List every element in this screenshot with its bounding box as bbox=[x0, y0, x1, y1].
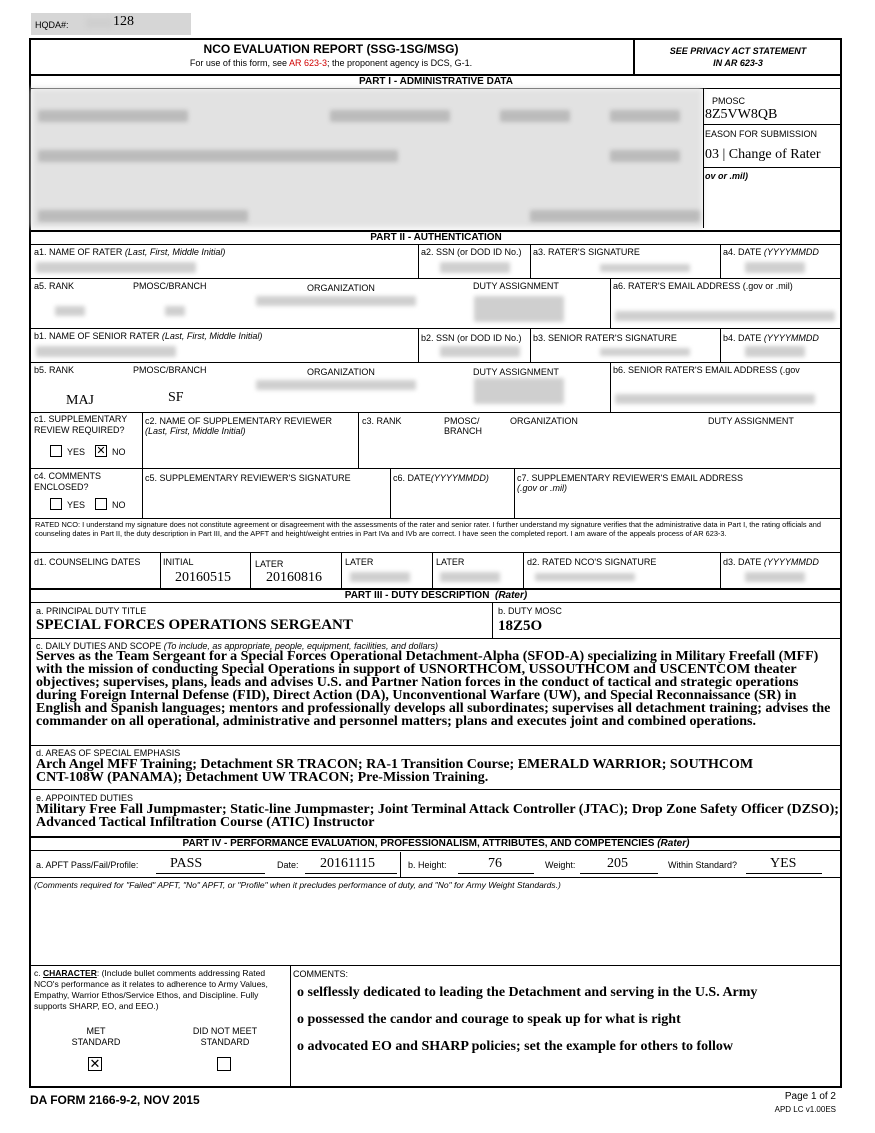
weight-value: 205 bbox=[607, 856, 628, 871]
met-standard-label: MET STANDARD bbox=[71, 1026, 121, 1047]
principal-duty-label: a. PRINCIPAL DUTY TITLE bbox=[36, 606, 147, 616]
apft-date-label: Date: bbox=[277, 860, 299, 870]
b6-label: b6. SENIOR RATER'S EMAIL ADDRESS (.gov bbox=[613, 365, 800, 375]
c4-label: c4. COMMENTS ENCLOSED? bbox=[34, 471, 102, 492]
b5-org-label: ORGANIZATION bbox=[307, 367, 375, 377]
a5-label: a5. RANK bbox=[34, 281, 75, 291]
character-description: c. CHARACTER: (Include bullet comments addressing Rated NCO's performance as it relates to adherence to Army Values, Empathy, Warrior Ethos/Service Ethos, and Discipline. Fully supports SHARP, EO, and EEO.) bbox=[34, 968, 268, 1011]
later1-label: LATER bbox=[255, 559, 284, 569]
standard-value: YES bbox=[770, 856, 797, 871]
d3-label: d3. DATE (YYYYMMDD bbox=[723, 557, 819, 567]
rated-nco-statement: RATED NCO: I understand my signature does not constitute agreement or disagreement with the assessments of the rater and senior rater. I further understand my signature verifies that the administrative data in Part I, the rating officials and counseling dates in Part II, the duty description in Part III, and the APFT and height/weight entries in Part IVa and IVb are correct. I have seen the completed report. I am aware of the appeals process of AR 623-3. bbox=[35, 520, 821, 538]
duty-mosc-value: 18Z5O bbox=[498, 618, 543, 634]
b5-label: b5. RANK bbox=[34, 365, 75, 375]
c4-yes-checkbox[interactable] bbox=[50, 498, 62, 510]
b5-duty-label: DUTY ASSIGNMENT bbox=[473, 367, 559, 377]
c1-no-label: NO bbox=[112, 447, 126, 457]
c1-yes-label: YES bbox=[67, 447, 86, 457]
did-not-meet-checkbox[interactable] bbox=[217, 1057, 231, 1071]
daily-duties-label: c. DAILY DUTIES AND SCOPE (To include, as appropriate, people, equipment, facilities, and dollars) bbox=[36, 641, 439, 651]
c3-org-label: ORGANIZATION bbox=[510, 416, 578, 426]
comment-bullet-1: o selflessly dedicated to leading the Detachment and serving in the U.S. Army bbox=[297, 985, 758, 1000]
daily-duties-text: Serves as the Team Sergeant for a Special Forces Operational Detachment-Alpha (SFOD-A) specializing in Military Freefall (MFF) with the mission of conducting Special Operations in support of USNORTHCOM, USSOUTHCOM and USCENTCOM theater objectives; supervises, plans, leads and advises U.S. and Partner Nation forces in the conduct of tactical and strategic operations during Foreign Internal Defense (FID), Direct Action (DA), Unconventional Warfare (UW), and Special Reconnaissance (SR) in English and Spanish languages; mentors and professionally develops all subordinates; supervises all detachment training; advises the commander on all operational, administrative and personnel matters; plans and executes joint and combined operations. bbox=[36, 649, 831, 729]
senior-rater-branch: SF bbox=[168, 390, 184, 405]
initial-date: 20160515 bbox=[175, 570, 231, 585]
mil-hint: ov or .mil) bbox=[705, 171, 749, 181]
a1-label: a1. NAME OF RATER (Last, First, Middle Initial) bbox=[34, 247, 226, 257]
duty-mosc-label: b. DUTY MOSC bbox=[498, 606, 562, 616]
apft-date-value: 20161115 bbox=[320, 856, 375, 871]
c3-duty-label: DUTY ASSIGNMENT bbox=[708, 416, 794, 426]
special-emphasis-text: Arch Angel MFF Training; Detachment SR TRACON; RA-1 Transition Course; EMERALD WARRIOR; SOUTHCOM CNT-108W (PANAMA); Detachment UW TRACON; Pre-Mission Training. bbox=[36, 757, 754, 785]
form-subtitle: For use of this form, see AR 623-3; the proponent agency is DCS, G-1. bbox=[189, 58, 473, 68]
reason-label: EASON FOR SUBMISSION bbox=[705, 129, 818, 139]
standard-label: Within Standard? bbox=[668, 860, 738, 870]
c3-pmosc-label: PMOSC/ BRANCH bbox=[444, 416, 483, 436]
height-label: b. Height: bbox=[408, 860, 447, 870]
part3-title: PART III - DUTY DESCRIPTION (Rater) bbox=[31, 588, 841, 603]
c5-label: c5. SUPPLEMENTARY REVIEWER'S SIGNATURE bbox=[145, 473, 351, 483]
c4-no-checkbox[interactable] bbox=[95, 498, 107, 510]
comments-required-note: (Comments required for "Failed" APFT, "No" APFT, or "Profile" when it precludes performance of duty, and "No" for Army Weight Standards.) bbox=[34, 880, 561, 890]
c6-label: c6. DATE(YYYYMMDD) bbox=[393, 473, 489, 483]
later3-label: LATER bbox=[436, 557, 465, 567]
hqda-label: HQDA#: bbox=[35, 20, 69, 30]
a5-duty-label: DUTY ASSIGNMENT bbox=[473, 281, 559, 291]
weight-label: Weight: bbox=[545, 860, 576, 870]
c7-label: c7. SUPPLEMENTARY REVIEWER'S EMAIL ADDRESS (.gov or .mil) bbox=[517, 473, 743, 493]
later1-date: 20160816 bbox=[266, 570, 322, 585]
appointed-duties-label: e. APPOINTED DUTIES bbox=[36, 793, 134, 803]
form-version: APD LC v1.00ES bbox=[774, 1105, 836, 1114]
senior-rater-rank: MAJ bbox=[66, 393, 95, 408]
met-standard-checkbox[interactable]: ✕ bbox=[89, 1056, 101, 1071]
page-number: Page 1 of 2 bbox=[784, 1091, 836, 1102]
pmosc-label: PMOSC bbox=[712, 96, 746, 106]
principal-duty-title: SPECIAL FORCES OPERATIONS SERGEANT bbox=[36, 617, 353, 633]
a2-label: a2. SSN (or DOD ID No.) bbox=[421, 247, 522, 257]
b3-label: b3. SENIOR RATER'S SIGNATURE bbox=[533, 333, 677, 343]
c2-label: c2. NAME OF SUPPLEMENTARY REVIEWER (Last, First, Middle Initial) bbox=[145, 416, 333, 436]
initial-label: INITIAL bbox=[163, 557, 194, 567]
a4-label: a4. DATE (YYYYMMDD bbox=[723, 247, 819, 257]
apft-value: PASS bbox=[170, 856, 203, 871]
b1-label: b1. NAME OF SENIOR RATER (Last, First, Middle Initial) bbox=[34, 331, 263, 341]
a6-label: a6. RATER'S EMAIL ADDRESS (.gov or .mil) bbox=[613, 281, 793, 291]
height-value: 76 bbox=[488, 856, 502, 871]
privacy-statement: SEE PRIVACY ACT STATEMENT IN AR 623-3 bbox=[669, 46, 807, 68]
d2-label: d2. RATED NCO'S SIGNATURE bbox=[527, 557, 657, 567]
did-not-meet-label: DID NOT MEET STANDARD bbox=[192, 1026, 258, 1047]
later2-label: LATER bbox=[345, 557, 374, 567]
comments-label: COMMENTS: bbox=[293, 969, 348, 979]
special-emphasis-label: d. AREAS OF SPECIAL EMPHASIS bbox=[36, 748, 181, 758]
c3-label: c3. RANK bbox=[362, 416, 402, 426]
hqda-redacted bbox=[86, 18, 112, 28]
c4-no-label: NO bbox=[112, 500, 126, 510]
part2-title: PART II - AUTHENTICATION bbox=[31, 230, 841, 245]
apft-label: a. APFT Pass/Fail/Profile: bbox=[36, 860, 139, 870]
c1-label: c1. SUPPLEMENTARY REVIEW REQUIRED? bbox=[34, 414, 128, 435]
part1-title: PART I - ADMINISTRATIVE DATA bbox=[31, 74, 841, 89]
b4-label: b4. DATE (YYYYMMDD bbox=[723, 333, 819, 343]
b5-pmosc-label: PMOSC/BRANCH bbox=[133, 365, 207, 375]
c1-no-checkbox[interactable]: ✕ bbox=[96, 445, 106, 457]
a3-label: a3. RATER'S SIGNATURE bbox=[533, 247, 640, 257]
a5-pmosc-label: PMOSC/BRANCH bbox=[133, 281, 207, 291]
b2-label: b2. SSN (or DOD ID No.) bbox=[421, 333, 522, 343]
comment-bullet-3: o advocated EO and SHARP policies; set the example for others to follow bbox=[297, 1039, 734, 1054]
form-id: DA FORM 2166-9-2, NOV 2015 bbox=[30, 1093, 200, 1107]
hqda-number: 128 bbox=[113, 14, 134, 29]
a5-org-label: ORGANIZATION bbox=[307, 283, 375, 293]
comment-bullet-2: o possessed the candor and courage to speak up for what is right bbox=[297, 1012, 681, 1027]
pmosc-value: 8Z5VW8QB bbox=[705, 107, 778, 122]
c1-yes-checkbox[interactable] bbox=[50, 445, 62, 457]
reason-value: 03 | Change of Rater bbox=[705, 147, 821, 162]
part4-title: PART IV - PERFORMANCE EVALUATION, PROFESSIONALISM, ATTRIBUTES, AND COMPETENCIES (Rater) bbox=[31, 836, 841, 851]
appointed-duties-text: Military Free Fall Jumpmaster; Static-line Jumpmaster; Joint Terminal Attack Controller (JTAC); Drop Zone Safety Officer (DZSO); Advanced Tactical Infiltration Course (ATIC) Instructor bbox=[36, 802, 839, 830]
c4-yes-label: YES bbox=[67, 500, 86, 510]
d1-label: d1. COUNSELING DATES bbox=[34, 557, 141, 567]
ar-623-3-link[interactable]: AR 623-3 bbox=[288, 58, 327, 68]
form-title: NCO EVALUATION REPORT (SSG-1SG/MSG) bbox=[203, 42, 459, 56]
